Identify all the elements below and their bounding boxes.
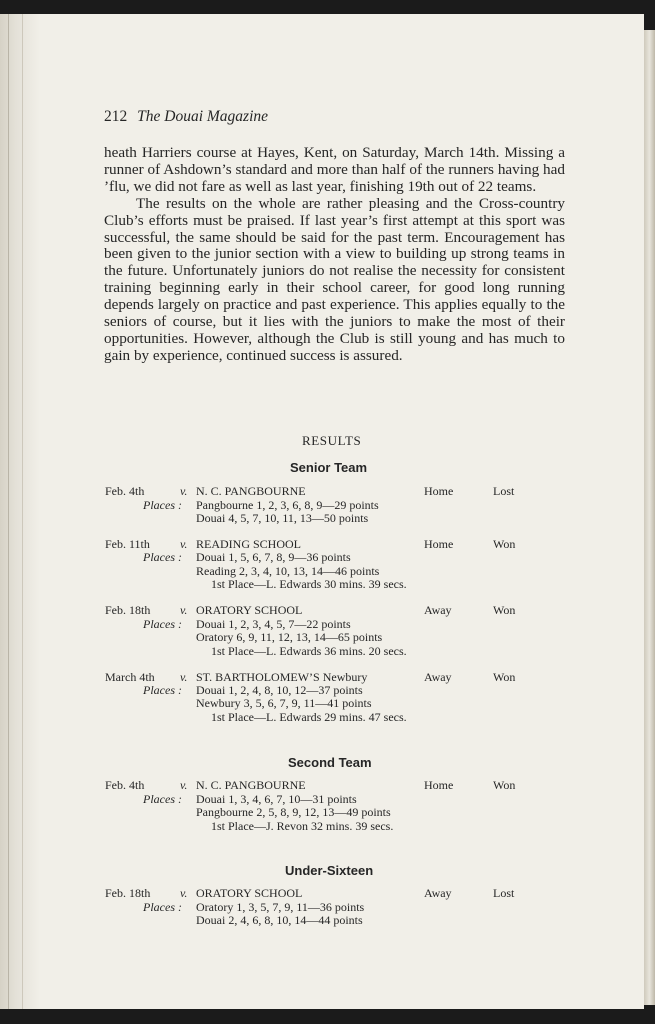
places-label: Places : [143, 617, 182, 631]
venue: Home [424, 537, 454, 551]
venue: Home [424, 778, 454, 792]
page-edge [644, 30, 655, 1005]
versus: v. [180, 603, 188, 617]
result: Won [493, 603, 516, 617]
match-date: Feb. 4th [105, 484, 145, 498]
result: Won [493, 778, 516, 792]
book-gutter [0, 14, 40, 1009]
result: Won [493, 537, 516, 551]
result: Lost [493, 886, 515, 900]
places-label: Places : [143, 792, 182, 806]
first-place-line: 1st Place—L. Edwards 30 mins. 39 secs. [211, 577, 407, 591]
paragraph: The results on the whole are rather pleasing and the Cross-country Club’s efforts must be praised. If last year’s first attempt at this sport was successful, the same should be said for the past term. Encouragement has been given to the junior section with a view to building up strong teams in the future. Unfortunately juniors do not realise the necessity for consistent training beginning early in their school career, for good long running depends largely on practice and past experience. This applies equally to the seniors of course, but it lies with the juniors to make the most of their opportunities. However, although the Club is still young and has much to gain by experience, continued success is assured. [104, 194, 565, 364]
score-line: Douai 1, 2, 4, 8, 10, 12—37 points [196, 683, 363, 697]
places-label: Places : [143, 550, 182, 564]
versus: v. [180, 886, 188, 900]
results-heading: RESULTS [302, 433, 362, 448]
section-title-under-sixteen: Under-Sixteen [285, 863, 374, 878]
match-date: Feb. 4th [105, 778, 145, 792]
score-line: Douai 2, 4, 6, 8, 10, 14—44 points [196, 913, 363, 927]
section-title-senior: Senior Team [290, 460, 368, 475]
opponent: ORATORY SCHOOL [196, 886, 303, 900]
score-line: Pangbourne 1, 2, 3, 6, 8, 9—29 points [196, 498, 379, 512]
versus: v. [180, 670, 188, 684]
places-label: Places : [143, 900, 182, 914]
first-place-line: 1st Place—L. Edwards 36 mins. 20 secs. [211, 644, 407, 658]
opponent: ST. BARTHOLOMEW’S Newbury [196, 670, 368, 684]
opponent: ORATORY SCHOOL [196, 603, 303, 617]
score-line: Douai 1, 3, 4, 6, 7, 10—31 points [196, 792, 357, 806]
score-line: Reading 2, 3, 4, 10, 13, 14—46 points [196, 564, 380, 578]
first-place-line: 1st Place—L. Edwards 29 mins. 47 secs. [211, 710, 407, 724]
match-date: March 4th [105, 670, 155, 684]
opponent: N. C. PANGBOURNE [196, 778, 306, 792]
opponent: N. C. PANGBOURNE [196, 484, 306, 498]
versus: v. [180, 537, 188, 551]
venue: Away [424, 886, 452, 900]
first-place-line: 1st Place—J. Revon 32 mins. 39 secs. [211, 819, 394, 833]
opponent: READING SCHOOL [196, 537, 301, 551]
section-title-second: Second Team [288, 755, 372, 770]
match-date: Feb. 18th [105, 886, 151, 900]
result: Lost [493, 484, 515, 498]
paragraph: heath Harriers course at Hayes, Kent, on Saturday, March 14th. Missing a runner of Ashdown’s standard and more than half of the runners having had ’flu, we did not fare as well as last year, finishing 19th out of 22 teams. [104, 144, 565, 195]
result: Won [493, 670, 516, 684]
score-line: Douai 1, 2, 3, 4, 5, 7—22 points [196, 617, 351, 631]
places-label: Places : [143, 683, 182, 697]
gutter-line [22, 14, 23, 1009]
score-line: Oratory 1, 3, 5, 7, 9, 11—36 points [196, 900, 365, 914]
body-text [104, 145, 565, 365]
score-line: Newbury 3, 5, 6, 7, 9, 11—41 points [196, 696, 372, 710]
match-date: Feb. 18th [105, 603, 151, 617]
gutter-line [8, 14, 9, 1009]
venue: Away [424, 670, 452, 684]
venue: Home [424, 484, 454, 498]
venue: Away [424, 603, 452, 617]
versus: v. [180, 484, 188, 498]
places-label: Places : [143, 498, 182, 512]
score-line: Douai 4, 5, 7, 10, 11, 13—50 points [196, 511, 369, 525]
score-line: Douai 1, 5, 6, 7, 8, 9—36 points [196, 550, 351, 564]
score-line: Oratory 6, 9, 11, 12, 13, 14—65 points [196, 630, 383, 644]
score-line: Pangbourne 2, 5, 8, 9, 12, 13—49 points [196, 805, 391, 819]
versus: v. [180, 778, 188, 792]
page-number: 212 [104, 108, 128, 125]
running-head [104, 108, 268, 126]
magazine-title: The Douai Magazine [137, 108, 269, 125]
match-date: Feb. 11th [105, 537, 150, 551]
